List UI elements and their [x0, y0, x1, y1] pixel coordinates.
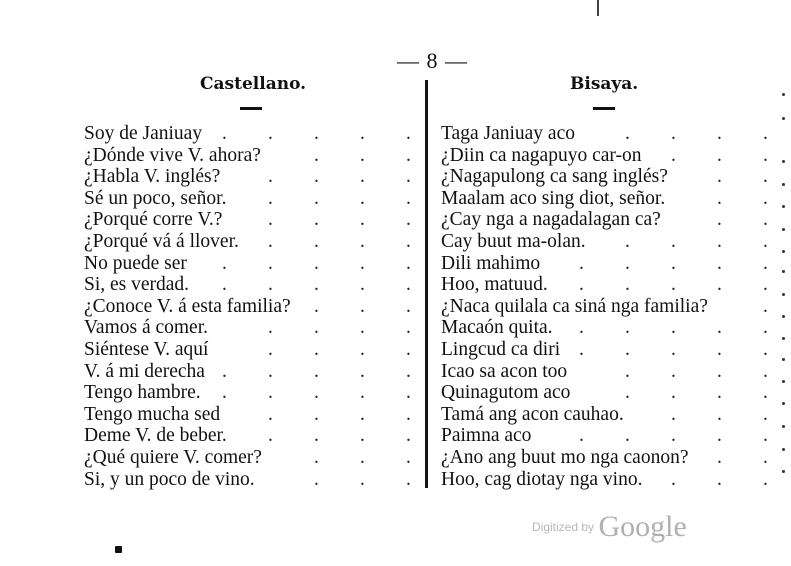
dot-leader: .	[268, 274, 273, 296]
spanish-phrase-text: Sé un poco, señor.	[84, 187, 227, 209]
bisaya-phrase-text: Icao sa acon too	[441, 360, 568, 382]
dot-leader: .	[625, 230, 630, 252]
bisaya-phrase	[441, 231, 781, 253]
dot-leader: .	[360, 274, 365, 296]
spanish-phrase	[84, 382, 420, 404]
spanish-phrase-text: V. á mi derecha	[84, 360, 205, 382]
spanish-phrase-text: Deme V. de beber.	[84, 425, 227, 447]
bisaya-column	[441, 123, 781, 490]
bisaya-phrase	[441, 339, 781, 361]
google-watermark	[532, 510, 687, 544]
bisaya-phrase-text: Hoo, cag diotay nga vino.	[441, 468, 643, 490]
dot-leader: .	[314, 187, 319, 209]
dot-leader: .	[671, 403, 676, 425]
bisaya-phrase-text: ¿Cay nga a nagadalagan ca?	[441, 209, 661, 231]
scan-speck	[782, 358, 785, 361]
bisaya-phrase	[441, 253, 781, 275]
dot-leader: .	[360, 295, 365, 317]
dot-leader: .	[314, 123, 319, 144]
spanish-phrase-text: ¿Habla V. inglés?	[84, 166, 221, 188]
bisaya-phrase-text: Taga Janiuay aco	[441, 123, 575, 144]
bisaya-phrase	[441, 447, 781, 469]
dot-leader: .	[314, 317, 319, 339]
dot-leader: .	[671, 425, 676, 447]
dot-leader: .	[406, 230, 411, 252]
dot-leader: .	[717, 209, 722, 231]
scan-speck	[782, 293, 785, 296]
dot-leader: .	[222, 123, 227, 144]
dot-leader: .	[717, 338, 722, 360]
dot-leader: .	[406, 468, 411, 490]
bisaya-phrase	[441, 209, 781, 231]
spanish-phrase	[84, 317, 420, 339]
dot-leader: .	[717, 382, 722, 404]
heading-rule-right	[593, 107, 615, 110]
dot-leader: .	[406, 295, 411, 317]
spanish-phrase	[84, 145, 420, 167]
dot-leader: .	[360, 209, 365, 231]
dot-leader: .	[360, 425, 365, 447]
scan-speck	[782, 183, 785, 186]
dot-leader: .	[406, 360, 411, 382]
dot-leader: .	[717, 123, 722, 144]
dot-leader: .	[314, 166, 319, 188]
dot-leader: .	[360, 468, 365, 490]
dot-leader: .	[406, 123, 411, 144]
bisaya-phrase-text: ¿Diin ca nagapuyo car-on	[441, 144, 642, 166]
dot-leader: .	[763, 382, 768, 404]
bisaya-phrase	[441, 123, 781, 145]
bisaya-phrase-text: Lingcud ca diri	[441, 338, 561, 360]
bisaya-phrase	[441, 296, 781, 318]
dot-leader: .	[268, 425, 273, 447]
scan-speck	[782, 337, 785, 340]
dot-leader: .	[268, 166, 273, 188]
dot-leader: .	[314, 252, 319, 274]
dot-leader: .	[671, 274, 676, 296]
dot-leader: .	[360, 252, 365, 274]
dot-leader: .	[763, 166, 768, 188]
dot-leader: .	[314, 360, 319, 382]
dot-leader: .	[268, 187, 273, 209]
dot-leader: .	[406, 382, 411, 404]
dot-leader: .	[268, 123, 273, 144]
dot-leader: .	[360, 123, 365, 144]
bisaya-phrase	[441, 317, 781, 339]
dot-leader: .	[671, 123, 676, 144]
dot-leader: .	[625, 274, 630, 296]
scan-speck	[782, 380, 785, 383]
heading-castellano: Castellano.	[200, 74, 307, 94]
ink-mark	[115, 546, 122, 553]
dot-leader: .	[763, 360, 768, 382]
dot-leader: .	[314, 403, 319, 425]
spanish-phrase	[84, 296, 420, 318]
dot-leader: .	[579, 317, 584, 339]
bisaya-phrase-text: Quinagutom aco	[441, 382, 571, 404]
bisaya-phrase	[441, 382, 781, 404]
dot-leader: .	[763, 144, 768, 166]
dot-leader: .	[671, 230, 676, 252]
dot-leader: .	[717, 425, 722, 447]
dot-leader: .	[222, 274, 227, 296]
dot-leader: .	[360, 360, 365, 382]
dot-leader: .	[671, 468, 676, 490]
dot-leader: .	[579, 274, 584, 296]
bisaya-phrase	[441, 188, 781, 210]
spanish-phrase	[84, 188, 420, 210]
dot-leader: .	[625, 425, 630, 447]
dot-leader: .	[406, 446, 411, 468]
dot-leader: .	[763, 209, 768, 231]
spanish-phrase-text: Si, es verdad.	[84, 274, 190, 296]
dot-leader: .	[360, 403, 365, 425]
scan-speck	[782, 117, 785, 120]
dot-leader: .	[763, 252, 768, 274]
bisaya-phrase	[441, 425, 781, 447]
dot-leader: .	[671, 252, 676, 274]
dot-leader: .	[314, 274, 319, 296]
dot-leader: .	[360, 166, 365, 188]
dot-leader: .	[314, 425, 319, 447]
dot-leader: .	[314, 144, 319, 166]
dot-leader: .	[671, 382, 676, 404]
heading-rule-left	[240, 107, 262, 110]
spanish-phrase-text: ¿Conoce V. á esta familia?	[84, 295, 291, 317]
spanish-phrase	[84, 166, 420, 188]
bisaya-phrase	[441, 469, 781, 491]
dot-leader: .	[763, 446, 768, 468]
dot-leader: .	[406, 403, 411, 425]
bisaya-phrase	[441, 274, 781, 296]
dot-leader: .	[717, 317, 722, 339]
dot-leader: .	[671, 317, 676, 339]
spanish-phrase-text: Tengo hambre.	[84, 382, 201, 404]
bisaya-phrase-text: Cay buut ma-olan.	[441, 230, 586, 252]
dot-leader: .	[268, 338, 273, 360]
dot-leader: .	[763, 295, 768, 317]
spanish-phrase-text: ¿Porqué vá á llover.	[84, 230, 239, 252]
bisaya-phrase-text: Maalam aco sing diot, señor.	[441, 187, 666, 209]
dot-leader: .	[579, 252, 584, 274]
bisaya-phrase	[441, 145, 781, 167]
column-divider	[425, 80, 428, 488]
dot-leader: .	[406, 187, 411, 209]
dot-leader: .	[763, 230, 768, 252]
dot-leader: .	[717, 274, 722, 296]
scan-speck	[782, 228, 785, 231]
spanish-phrase-text: ¿Dónde vive V. ahora?	[84, 144, 261, 166]
dot-leader: .	[717, 166, 722, 188]
dot-leader: .	[625, 360, 630, 382]
spanish-phrase-text: No puede ser	[84, 252, 187, 274]
dot-leader: .	[360, 187, 365, 209]
dot-leader: .	[406, 274, 411, 296]
bisaya-phrase-text: Macaón quita.	[441, 317, 553, 339]
dot-leader: .	[268, 230, 273, 252]
spanish-phrase	[84, 209, 420, 231]
dot-leader: .	[717, 360, 722, 382]
dot-leader: .	[268, 317, 273, 339]
scan-speck	[782, 160, 785, 163]
dot-leader: .	[717, 252, 722, 274]
scan-speck	[782, 93, 785, 96]
dot-leader: .	[717, 187, 722, 209]
spanish-phrase-text: Siéntese V. aquí	[84, 338, 209, 360]
dot-leader: .	[671, 338, 676, 360]
scan-speck	[782, 250, 785, 253]
bisaya-phrase	[441, 404, 781, 426]
dot-leader: .	[314, 338, 319, 360]
dot-leader: .	[314, 446, 319, 468]
spanish-phrase	[84, 425, 420, 447]
dot-leader: .	[268, 209, 273, 231]
spanish-phrase	[84, 469, 420, 491]
dot-leader: .	[717, 230, 722, 252]
dot-leader: .	[406, 209, 411, 231]
dot-leader: .	[763, 403, 768, 425]
dot-leader: .	[406, 425, 411, 447]
spanish-phrase	[84, 123, 420, 145]
spanish-phrase	[84, 339, 420, 361]
watermark-brand: Google	[598, 510, 687, 543]
scan-speck	[782, 470, 785, 473]
spanish-phrase	[84, 447, 420, 469]
dot-leader: .	[717, 468, 722, 490]
scan-speck	[782, 425, 785, 428]
dot-leader: .	[222, 252, 227, 274]
dot-leader: .	[671, 144, 676, 166]
dot-leader: .	[717, 403, 722, 425]
dot-leader: .	[268, 403, 273, 425]
spanish-phrase	[84, 274, 420, 296]
bisaya-phrase-text: ¿Nagapulong ca sang inglés?	[441, 166, 668, 188]
dot-leader: .	[717, 144, 722, 166]
bisaya-phrase-text: Dili mahimo	[441, 252, 541, 274]
bisaya-phrase	[441, 361, 781, 383]
dot-leader: .	[360, 382, 365, 404]
spanish-phrase-text: Si, y un poco de vino.	[84, 468, 255, 490]
dot-leader: .	[406, 144, 411, 166]
dot-leader: .	[406, 252, 411, 274]
dot-leader: .	[314, 468, 319, 490]
dot-leader: .	[360, 230, 365, 252]
bisaya-phrase-text: ¿Ano ang buut mo nga caonon?	[441, 446, 689, 468]
dot-leader: .	[625, 338, 630, 360]
dot-leader: .	[763, 187, 768, 209]
dot-leader: .	[763, 123, 768, 144]
dot-leader: .	[625, 123, 630, 144]
page-number: — 8 —	[397, 48, 468, 73]
dot-leader: .	[763, 468, 768, 490]
dot-leader: .	[717, 446, 722, 468]
dot-leader: .	[268, 382, 273, 404]
dot-leader: .	[579, 425, 584, 447]
scan-speck	[782, 315, 785, 318]
spanish-phrase-text: Vamos á comer.	[84, 317, 209, 339]
scan-speck	[782, 448, 785, 451]
dot-leader: .	[222, 360, 227, 382]
spanish-phrase-text: Soy de Janiuay	[84, 123, 203, 144]
bisaya-phrase-text: Tamá ang acon cauhao.	[441, 403, 624, 425]
dot-leader: .	[268, 360, 273, 382]
dot-leader: .	[763, 317, 768, 339]
spanish-phrase	[84, 231, 420, 253]
bisaya-phrase-text: ¿Naca quilala ca siná nga familia?	[441, 295, 708, 317]
spanish-column	[84, 123, 420, 490]
spanish-phrase	[84, 361, 420, 383]
spanish-phrase-text: Tengo mucha sed	[84, 403, 221, 425]
spanish-phrase-text: ¿Porqué corre V.?	[84, 209, 223, 231]
scan-speck	[782, 205, 785, 208]
dot-leader: .	[268, 252, 273, 274]
scan-speck	[782, 270, 785, 273]
dot-leader: .	[406, 166, 411, 188]
dot-leader: .	[360, 446, 365, 468]
dot-leader: .	[625, 317, 630, 339]
scan-mark	[597, 0, 599, 16]
dot-leader: .	[360, 144, 365, 166]
bisaya-phrase	[441, 166, 781, 188]
spanish-phrase	[84, 404, 420, 426]
scan-speck	[782, 402, 785, 405]
dot-leader: .	[406, 317, 411, 339]
watermark-prefix: Digitized by	[532, 520, 595, 534]
dot-leader: .	[763, 274, 768, 296]
dot-leader: .	[314, 295, 319, 317]
dot-leader: .	[671, 360, 676, 382]
dot-leader: .	[360, 338, 365, 360]
bisaya-phrase-text: Paimna aco	[441, 425, 532, 447]
dot-leader: .	[625, 252, 630, 274]
dot-leader: .	[763, 425, 768, 447]
dot-leader: .	[314, 209, 319, 231]
spanish-phrase-text: ¿Qué quiere V. comer?	[84, 446, 262, 468]
heading-bisaya: Bisaya.	[570, 74, 639, 94]
dot-leader: .	[360, 317, 365, 339]
dot-leader: .	[314, 230, 319, 252]
dot-leader: .	[763, 338, 768, 360]
dot-leader: .	[314, 382, 319, 404]
dot-leader: .	[579, 338, 584, 360]
dot-leader: .	[406, 338, 411, 360]
dot-leader: .	[222, 382, 227, 404]
spanish-phrase	[84, 253, 420, 275]
dot-leader: .	[625, 382, 630, 404]
bisaya-phrase-text: Hoo, matuud.	[441, 274, 548, 296]
